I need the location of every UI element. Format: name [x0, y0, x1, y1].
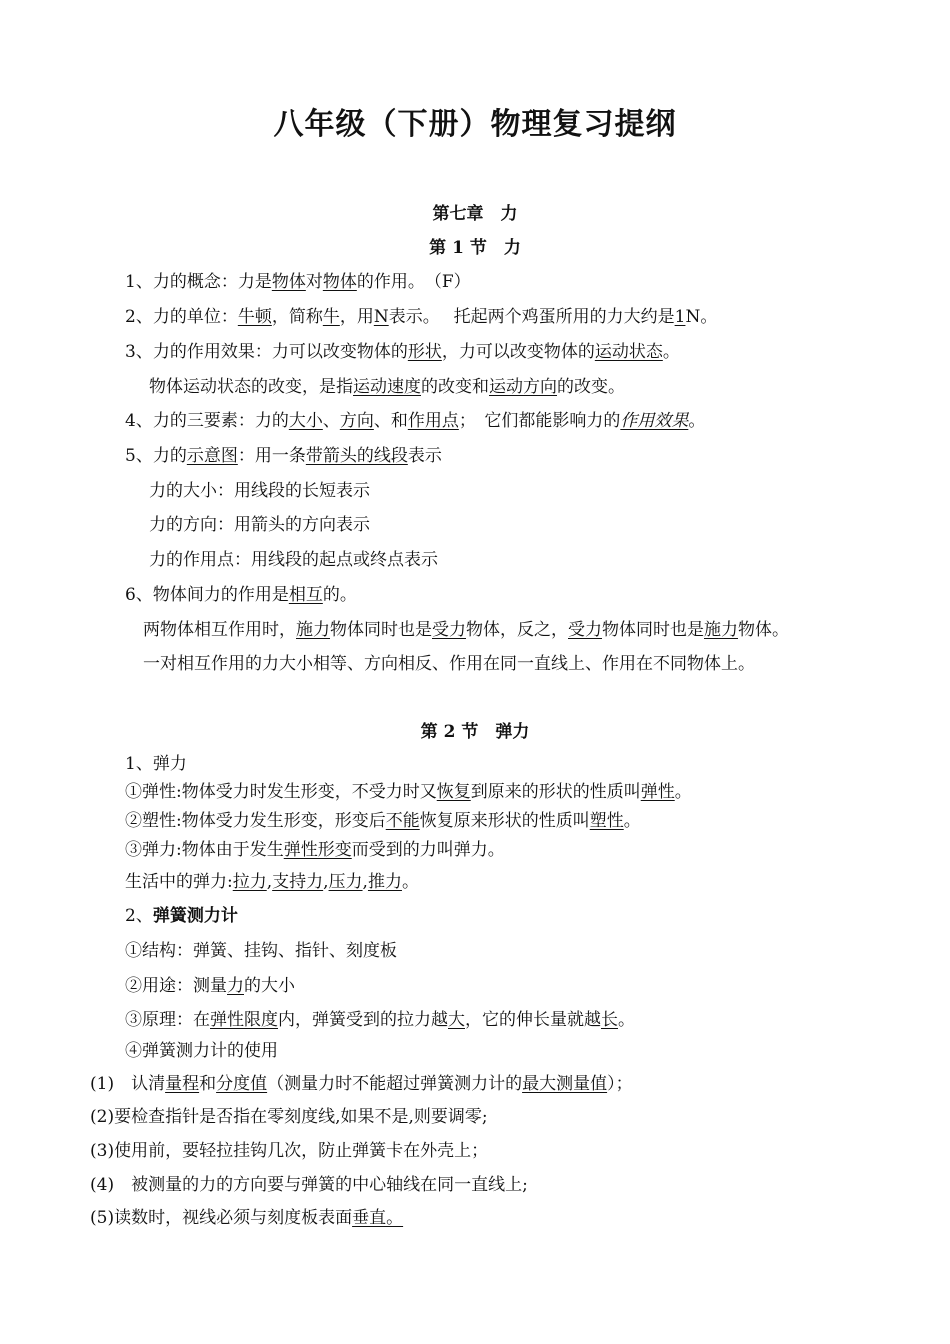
s2-line-1b: ②塑性:物体受力发生形变，形变后不能恢复原来形状的性质叫塑性。: [125, 811, 641, 831]
s2-line-2d: ④弹簧测力计的使用: [125, 1041, 278, 1061]
s1-line-6a: 两物体相互作用时，施力物体同时也是受力物体，反之，受力物体同时也是施力物体。: [143, 620, 789, 640]
s2-line-2a: ①结构：弹簧、挂钩、指针、刻度板: [125, 941, 397, 961]
s2-line-2: 2、弹簧测力计: [125, 906, 238, 926]
s1-line-6b: 一对相互作用的力大小相等、方向相反、作用在同一直线上、作用在不同物体上。: [143, 654, 755, 674]
s2-line-u3: (3)使用前，要轻拉挂钩几次，防止弹簧卡在外壳上；: [90, 1141, 489, 1161]
s2-line-u2: (2)要检查指针是否指在零刻度线,如果不是,则要调零;: [90, 1107, 488, 1127]
chapter-heading: 第七章 力: [432, 204, 518, 224]
s2-line-u1: (1) 认清量程和分度值（测量力时不能超过弹簧测力计的最大测量值）；: [90, 1074, 633, 1094]
page-title: 八年级（下册）物理复习提纲: [273, 107, 677, 142]
s2-line-1: 1、弹力: [125, 754, 187, 774]
s1-line-1: 1、力的概念：力是物体对物体的作用。 （F）: [125, 272, 471, 292]
s1-line-5: 5、力的示意图：用一条带箭头的线段表示: [125, 446, 442, 466]
s2-line-1a: ①弹性:物体受力时发生形变，不受力时又恢复到原来的形状的性质叫弹性。: [125, 782, 692, 802]
s2-line-2c: ③原理：在弹性限度内，弹簧受到的拉力越大，它的伸长量就越长。: [125, 1010, 635, 1030]
s1-line-3: 3、力的作用效果：力可以改变物体的形状，力可以改变物体的运动状态。: [125, 342, 680, 362]
s1-line-5c: 力的作用点：用线段的起点或终点表示: [149, 550, 438, 570]
s1-line-2: 2、力的单位：牛顿，简称牛，用N表示。 托起两个鸡蛋所用的力大约是1N。: [125, 307, 718, 327]
section-1-heading: 第 1 节 力: [429, 238, 521, 258]
s2-line-1c: ③弹力:物体由于发生弹性形变而受到的力叫弹力。: [125, 840, 505, 860]
s2-line-u4: (4) 被测量的力的方向要与弹簧的中心轴线在同一直线上;: [90, 1175, 528, 1195]
s2-line-2b: ②用途：测量力的大小: [125, 976, 295, 996]
s2-line-u5: (5)读数时，视线必须与刻度板表面垂直。: [90, 1208, 404, 1228]
s1-line-6: 6、物体间力的作用是相互的。: [125, 585, 357, 605]
s1-line-5b: 力的方向：用箭头的方向表示: [149, 515, 370, 535]
s1-line-3b: 物体运动状态的改变，是指运动速度的改变和运动方向的改变。: [149, 377, 625, 397]
s1-line-4: 4、力的三要素：力的大小、方向、和作用点； 它们都能影响力的作用效果。: [125, 411, 706, 431]
s2-line-1d: 生活中的弹力:拉力,支持力,压力,推力。: [125, 872, 419, 892]
s1-line-5a: 力的大小：用线段的长短表示: [149, 481, 370, 501]
section-2-heading: 第 2 节 弹力: [420, 722, 530, 742]
